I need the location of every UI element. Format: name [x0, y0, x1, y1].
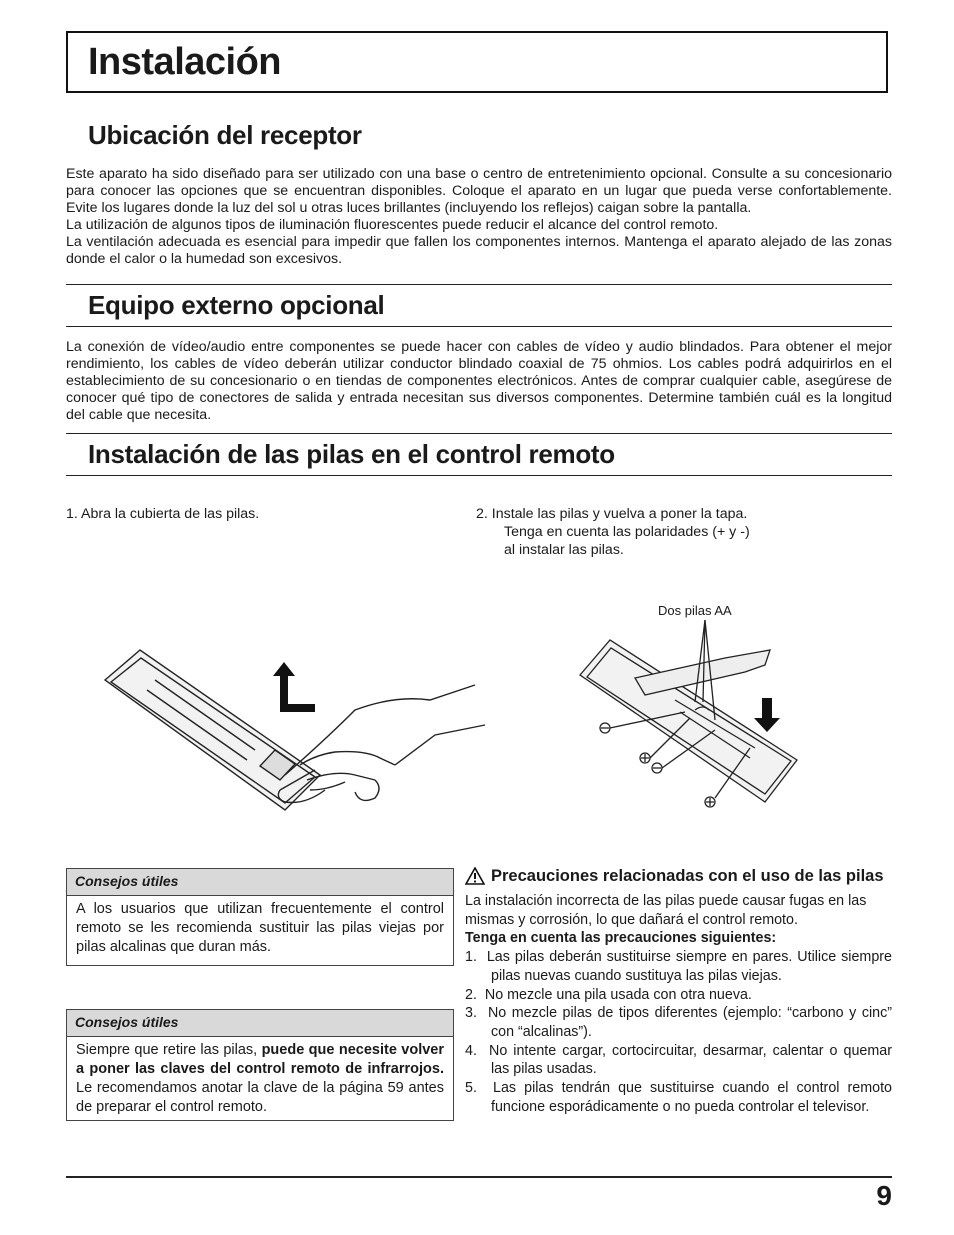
section-heading-ubicacion: Ubicación del receptor [88, 120, 362, 150]
tips-text-bold: puede que necesite volver a poner las claves del control remoto de infrarrojos. [76, 1042, 444, 1077]
tips-text [67, 1037, 453, 1125]
step-2-line-3: al instalar las pilas. [504, 542, 624, 558]
tips-box-2 [66, 1009, 454, 1121]
list-item: 1. Las pilas deberán sustituirse siempre en pares. Utilice siempre pilas nuevas cuando sustituya las pilas viejas. [465, 949, 892, 984]
caution-intro: La instalación incorrecta de las pilas puede causar fugas en las mismas y corrosión, lo que dañará el control remoto. [465, 893, 867, 928]
section-heading-equipo: Equipo externo opcional [66, 284, 892, 327]
paragraph: Este aparato ha sido diseñado para ser utilizado con una base o centro de entretenimiento opcional. Consulte a su concesionario para conocer las opciones que se encuentran disponibles. Coloque el aparato en un lugar que pueda verse confortablemente. Evite los lugares donde la luz del sol u otras luces brillantes (incluyendo los reflejos) caigan sobre la pantalla. [66, 166, 892, 216]
section-text-equipo: La conexión de vídeo/audio entre componentes se puede hacer con cables de vídeo y audio blindados. Para obtener el mejor rendimiento, los cables de vídeo deberán utilizar conductor blindado coaxial de 75 ohmios. Los cables podrá adquirirlos en el establecimiento de su concesionario o en tiendas de componentes electrónicos. Antes de comprar cualquier cable, asegúrese de conocer qué tipo de conectores de salida y entrada necesitan sus diversos componentes. Determine también cuál es la longitud del cable que necesita. [66, 339, 892, 423]
tips-heading: Consejos útiles [67, 869, 453, 896]
page-number: 9 [876, 1180, 892, 1211]
caution-heading-text: Precauciones relacionadas con el uso de las pilas [491, 867, 884, 885]
tips-box-1 [66, 868, 454, 966]
paragraph: La ventilación adecuada es esencial para impedir que fallen los componentes internos. Mantenga el aparato alejado de las zonas donde el calor o la humedad son excesivos. [66, 234, 892, 267]
page-title: Instalación [88, 41, 281, 83]
step-2-line-1: 2. Instale las pilas y vuelva a poner la tapa. [476, 506, 748, 522]
batteries-callout: Dos pilas AA [658, 603, 732, 618]
tips-text-part: Siempre que retire las pilas, [76, 1042, 262, 1058]
page-title-box [66, 31, 888, 93]
caution-section [465, 866, 892, 1116]
warning-icon [465, 867, 485, 891]
section-text-ubicacion [66, 166, 892, 268]
tips-heading: Consejos útiles [67, 1010, 453, 1037]
list-item: 5. Las pilas tendrán que sustituirse cuando el control remoto funcione esporádicamente o no pueda controlar el televisor. [465, 1080, 892, 1115]
caution-bold-line: Tenga en cuenta las precauciones siguientes: [465, 930, 777, 947]
step-2-line-2: Tenga en cuenta las polaridades (+ y -) [504, 524, 750, 540]
list-item: 2. No mezcle una pila usada con otra nueva. [465, 986, 752, 1003]
tips-text: A los usuarios que utilizan frecuentemente el control remoto se les recomienda sustituir las pilas viejas por pilas alcalinas que duran más. [76, 901, 444, 955]
paragraph: La utilización de algunos tipos de iluminación fluorescentes puede reducir el alcance del control remoto. [66, 217, 719, 233]
footer-divider [66, 1176, 892, 1178]
caution-list [465, 948, 892, 1116]
caution-heading [465, 866, 892, 887]
step-1: 1. Abra la cubierta de las pilas. [66, 506, 260, 522]
remote-open-cover-illustration [95, 640, 495, 825]
list-item: 4. No intente cargar, cortocircuitar, desarmar, calentar o quemar las pilas usadas. [465, 1042, 892, 1078]
list-item: 3. No mezcle pilas de tipos diferentes (ejemplo: “carbono y cinc” con “alcalinas”). [465, 1005, 892, 1040]
remote-install-batteries-illustration [575, 620, 805, 810]
tips-text-part: Le recomendamos anotar la clave de la página 59 antes de preparar el control remoto. [76, 1080, 444, 1115]
section-heading-pilas: Instalación de las pilas en el control remoto [66, 433, 892, 476]
